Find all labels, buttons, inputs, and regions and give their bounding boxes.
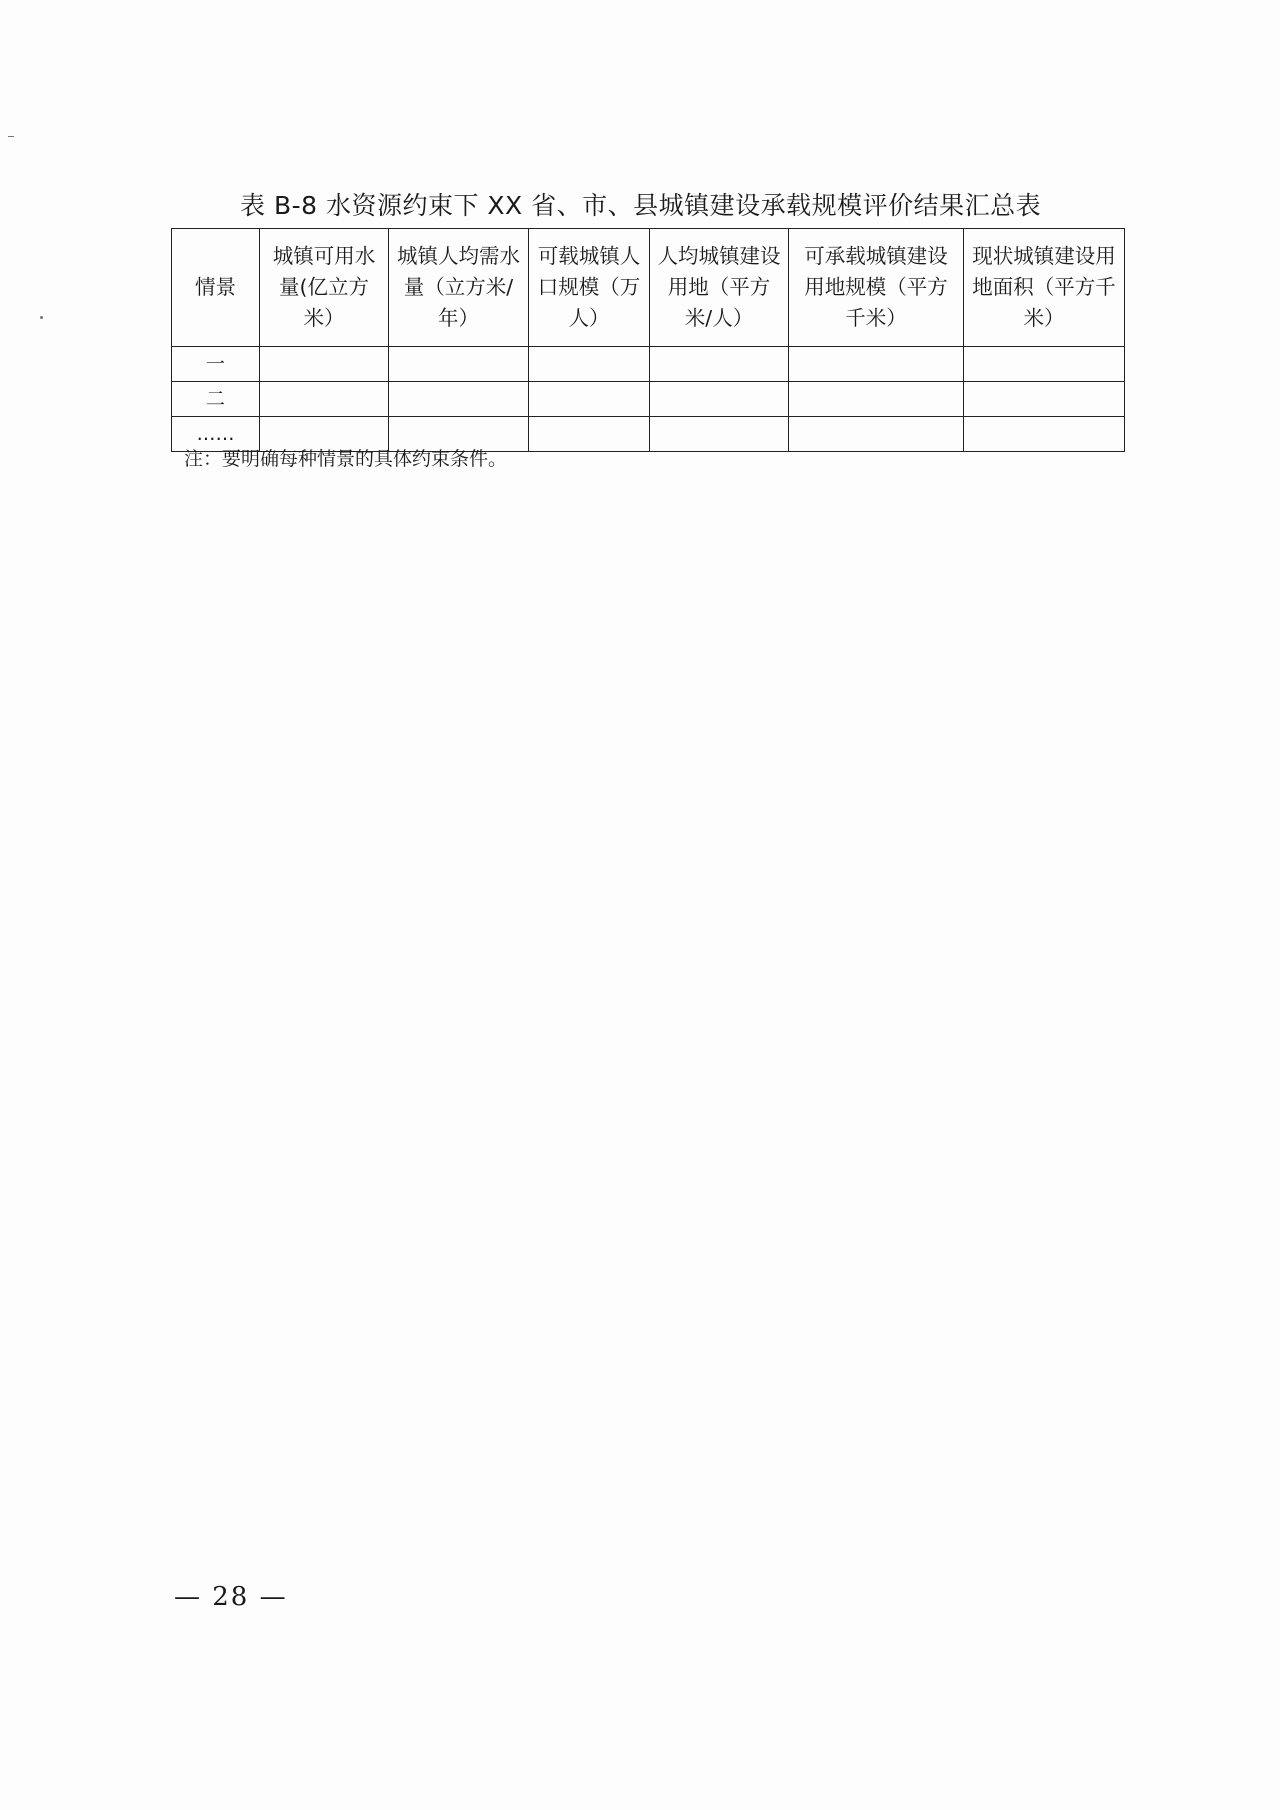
table-note: 注：要明确每种情景的具体约束条件。 bbox=[184, 448, 508, 470]
table-cell bbox=[789, 417, 964, 452]
table-cell bbox=[789, 382, 964, 417]
table-cell bbox=[389, 382, 529, 417]
header-available-water: 城镇可用水量(亿立方米） bbox=[260, 229, 389, 347]
header-scenario: 情景 bbox=[172, 229, 260, 347]
table-cell bbox=[389, 347, 529, 382]
summary-table bbox=[171, 228, 1125, 452]
scenario-label: 二 bbox=[172, 382, 260, 417]
table-cell bbox=[260, 347, 389, 382]
table-cell bbox=[529, 417, 650, 452]
table-cell bbox=[529, 347, 650, 382]
header-per-capita-construction-land: 人均城镇建设用地（平方米/人） bbox=[650, 229, 789, 347]
scan-mark-left bbox=[40, 316, 43, 319]
table-cell bbox=[964, 382, 1125, 417]
table-title: 表 B-8 水资源约束下 XX 省、市、县城镇建设承载规模评价结果汇总表 bbox=[240, 191, 1042, 220]
table-cell bbox=[964, 417, 1125, 452]
table-cell bbox=[650, 347, 789, 382]
header-per-capita-water-demand: 城镇人均需水量（立方米/年） bbox=[389, 229, 529, 347]
table-cell bbox=[260, 382, 389, 417]
scenario-label: …… bbox=[172, 417, 260, 452]
header-land-capacity: 可承载城镇建设用地规模（平方千米） bbox=[789, 229, 964, 347]
scan-mark-top bbox=[8, 136, 14, 137]
scenario-label: 一 bbox=[172, 347, 260, 382]
header-population-capacity: 可载城镇人口规模（万人） bbox=[529, 229, 650, 347]
page-number: — 28 — bbox=[174, 1582, 288, 1612]
table-cell bbox=[529, 382, 650, 417]
table-row bbox=[172, 382, 1125, 417]
table-row bbox=[172, 347, 1125, 382]
table-cell bbox=[650, 417, 789, 452]
header-current-land-area: 现状城镇建设用地面积（平方千米） bbox=[964, 229, 1125, 347]
table-cell bbox=[789, 347, 964, 382]
header-row bbox=[172, 229, 1125, 347]
table-cell bbox=[650, 382, 789, 417]
table-cell bbox=[964, 347, 1125, 382]
